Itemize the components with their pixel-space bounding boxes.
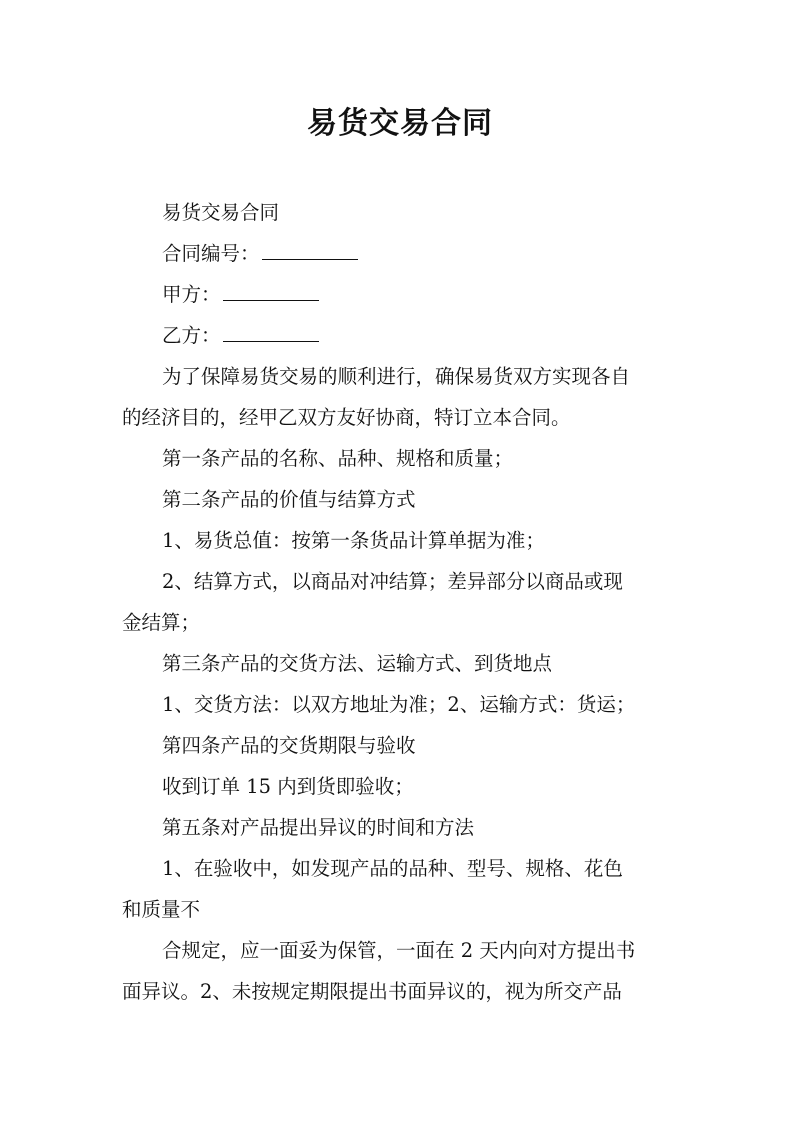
- document-line-text: 第五条对产品提出异议的时间和方法: [162, 816, 475, 839]
- fill-in-blank: [223, 325, 319, 342]
- document-line: [122, 397, 682, 438]
- document-line: [122, 971, 682, 1012]
- document-line-text: 甲方：: [162, 283, 221, 306]
- document-line-text: 和质量不: [122, 898, 201, 921]
- document-line: [122, 725, 682, 766]
- document-line-text: 乙方：: [162, 324, 221, 347]
- document-line-text: 第一条产品的名称、品种、规格和质量；: [162, 447, 514, 470]
- document-line-text: 合同编号：: [162, 242, 260, 265]
- document-line-text: 的经济目的，经甲乙双方友好协商，特订立本合同。: [122, 406, 571, 429]
- document-line-text: 1、在验收中，如发现产品的品种、型号、规格、花色: [162, 857, 623, 880]
- document-line: [122, 889, 682, 930]
- document-line: [122, 930, 682, 971]
- document-line: [122, 479, 682, 520]
- document-line-text: 金结算；: [122, 611, 201, 634]
- document-line-text: 易货交易合同: [162, 201, 280, 224]
- document-line: [122, 233, 682, 274]
- fill-in-blank: [223, 284, 319, 301]
- document-line: [122, 643, 682, 684]
- document-line-text: 2、结算方式，以商品对冲结算；差异部分以商品或现: [162, 570, 623, 593]
- document-line-text: 面异议。2、未按规定期限提出书面异议的，视为所交产品: [122, 980, 622, 1003]
- document-line-text: 第二条产品的价值与结算方式: [162, 488, 416, 511]
- document-line-text: 收到订单 15 内到货即验收；: [162, 775, 414, 798]
- document-line: [122, 192, 682, 233]
- document-body: [122, 192, 682, 1012]
- document-line: [122, 807, 682, 848]
- document-line: [122, 356, 682, 397]
- document-line-text: 1、交货方法：以双方地址为准；2、运输方式：货运；: [162, 693, 636, 716]
- document-line: [122, 520, 682, 561]
- document-line-text: 1、易货总值：按第一条货品计算单据为准；: [162, 529, 545, 552]
- document-line: [122, 602, 682, 643]
- document-line: [122, 274, 682, 315]
- document-line: [122, 315, 682, 356]
- document-title: 易货交易合同: [307, 106, 493, 141]
- document-line: [122, 561, 682, 602]
- fill-in-blank: [262, 243, 358, 260]
- document-line-text: 合规定，应一面妥为保管，一面在 2 天内向对方提出书: [162, 939, 636, 962]
- document-line: [122, 684, 682, 725]
- document-line: [122, 848, 682, 889]
- document-line: [122, 766, 682, 807]
- document-line-text: 为了保障易货交易的顺利进行，确保易货双方实现各自: [162, 365, 631, 388]
- document-line: [122, 438, 682, 479]
- document-line-text: 第四条产品的交货期限与验收: [162, 734, 416, 757]
- document-line-text: 第三条产品的交货方法、运输方式、到货地点: [162, 652, 553, 675]
